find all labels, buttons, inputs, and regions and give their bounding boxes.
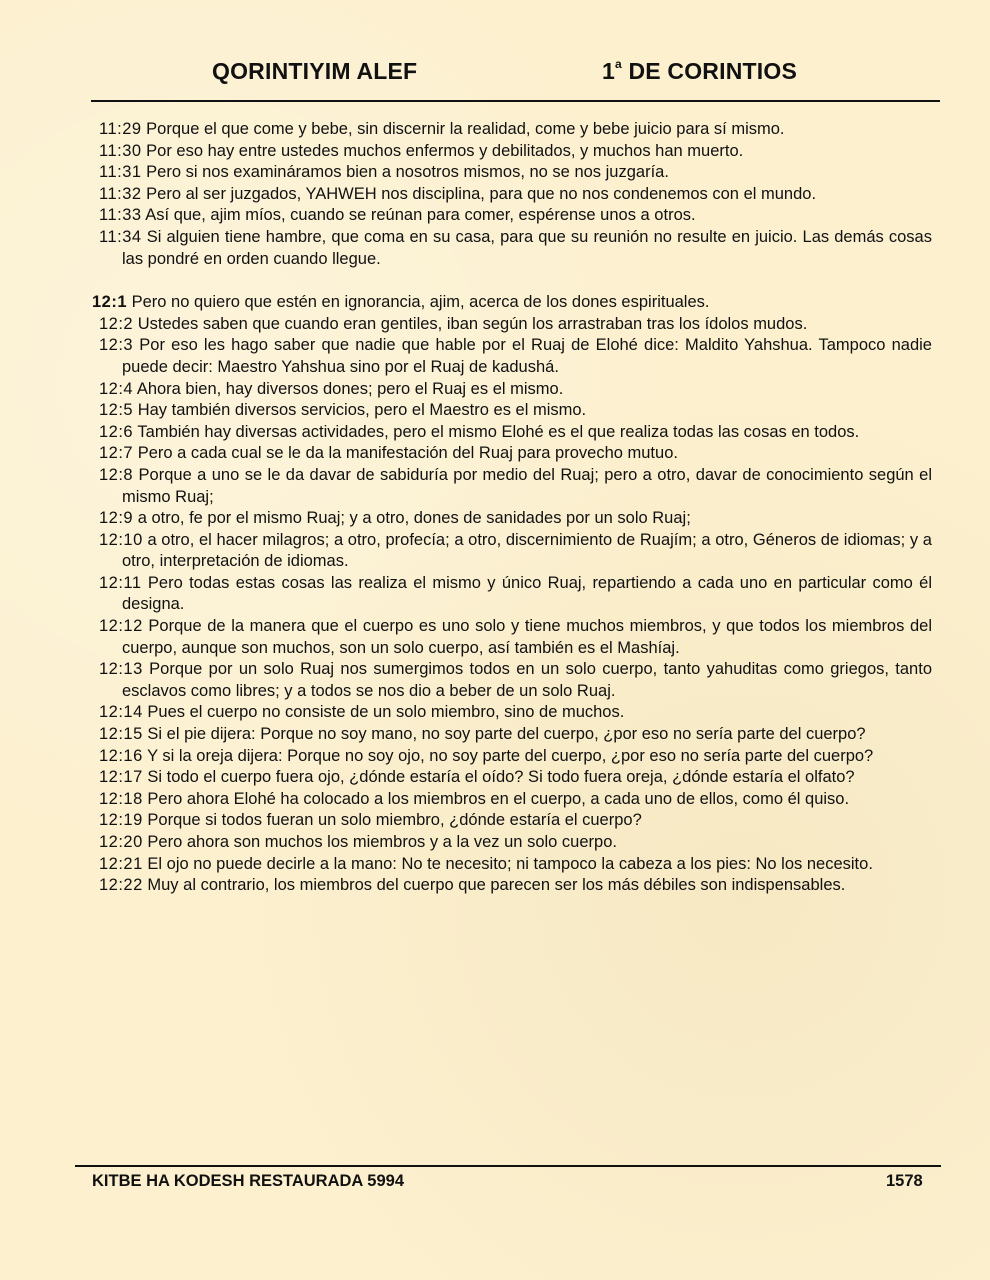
verse-text: Pero ahora Elohé ha colocado a los miembros en el cuerpo, a cada uno de ellos, como él quiso.	[147, 789, 850, 808]
verse	[92, 702, 932, 724]
verse	[92, 659, 932, 702]
verse-ref: 11:34	[99, 227, 142, 246]
verse-text: Ahora bien, hay diversos dones; pero el Ruaj es el mismo.	[136, 379, 564, 398]
verse-text: Por eso les hago saber que nadie que hable por el Ruaj de Elohé dice: Maldito Yahshua. Tampoco nadie puede decir: Maestro Yahshua sino por el Ruaj de kadushá.	[122, 336, 932, 376]
verse-text: Pero no quiero que estén en ignorancia, ajim, acerca de los dones espirituales.	[131, 293, 710, 312]
verse	[92, 227, 932, 270]
verse-text: Porque por un solo Ruaj nos sumergimos todos en un solo cuerpo, tanto yahuditas como griegos, tanto esclavos como libres; y a todos se nos dio a beber de un solo Ruaj.	[122, 660, 932, 700]
verse-text: Por eso hay entre ustedes muchos enfermos y debilitados, y muchos han muerto.	[146, 141, 744, 160]
verse-ref: 12:21	[99, 854, 143, 873]
verse-text: a otro, fe por el mismo Ruaj; y a otro, dones de sanidades por un solo Ruaj;	[137, 509, 691, 528]
verse	[92, 746, 932, 768]
header-book-number: 1	[602, 58, 615, 84]
verse	[92, 465, 932, 508]
verse-ref: 12:10	[99, 530, 143, 549]
verse-ref: 12:2	[99, 314, 134, 333]
header-rule	[91, 100, 940, 102]
verse-ref: 12:17	[99, 768, 143, 787]
verse	[92, 379, 932, 401]
verse-text: Ustedes saben que cuando eran gentiles, iban según los arrastraban tras los ídolos mudos.	[137, 314, 808, 333]
verse-text: Pero al ser juzgados, YAHWEH nos disciplina, para que no nos condenemos con el mundo.	[146, 184, 817, 203]
footer-rule	[75, 1165, 941, 1167]
verse-text: Porque si todos fueran un solo miembro, ¿dónde estaría el cuerpo?	[147, 811, 642, 830]
verse-text: Pero todas estas cosas las realiza el mismo y único Ruaj, repartiendo a cada uno en particular como él designa.	[122, 573, 932, 614]
verse	[92, 767, 932, 789]
chapter-12-verses	[92, 314, 932, 897]
verse-ref: 12:12	[99, 617, 143, 636]
verse	[92, 422, 932, 444]
verse-text: Muy al contrario, los miembros del cuerpo que parecen ser los más débiles son indispensables.	[147, 876, 846, 895]
verse	[92, 508, 932, 530]
page-number: 1578	[886, 1172, 923, 1190]
verse-text: Porque a uno se le da davar de sabiduría por medio del Ruaj; pero a otro, davar de conocimiento según el mismo Ruaj;	[122, 465, 932, 506]
verse-ref: 12:6	[99, 422, 134, 441]
verse-text: Pero si nos examináramos bien a nosotros mismos, no se nos juzgaría.	[146, 163, 669, 182]
verse-text: Si el pie dijera: Porque no soy mano, no soy parte del cuerpo, ¿por eso no sería parte del cuerpo?	[147, 725, 866, 744]
verse-ref: 12:4	[99, 379, 134, 398]
header-book-name: DE CORINTIOS	[621, 58, 797, 84]
verse	[92, 335, 932, 378]
verse	[92, 184, 932, 206]
verse-text: También hay diversas actividades, pero el mismo Elohé es el que realiza todas las cosas en todos.	[137, 422, 860, 441]
verse-text: Pues el cuerpo no consiste de un solo miembro, sino de muchos.	[147, 703, 625, 722]
verse	[92, 832, 932, 854]
verse-text: Pero a cada cual se le da la manifestación del Ruaj para provecho mutuo.	[137, 444, 678, 463]
verse-ref: 11:29	[99, 120, 142, 138]
verse-ref: 12:1	[92, 293, 128, 312]
verse	[92, 573, 932, 616]
verse	[92, 314, 932, 336]
verse	[92, 443, 932, 465]
verse-ref: 12:14	[99, 703, 143, 722]
verse	[92, 854, 932, 876]
verse-text: a otro, el hacer milagros; a otro, profecía; a otro, discernimiento de Ruajím; a otro, Géneros de idiomas; y a otro, interpretación de idiomas.	[122, 530, 932, 571]
footer-book-title: KITBE HA KODESH RESTAURADA 5994	[92, 1172, 405, 1190]
verse-ref: 12:19	[99, 811, 143, 830]
verse-ref: 12:20	[99, 833, 143, 851]
verse-ref: 12:9	[99, 509, 134, 528]
verse-text: Si alguien tiene hambre, que coma en su casa, para que su reunión no resulte en juicio. Las demás cosas las pondré en orden cuando llegue.	[122, 227, 932, 268]
verse-ref: 12:3	[99, 336, 134, 355]
verse-text: Así que, ajim míos, cuando se reúnan para comer, espérense unos a otros.	[145, 206, 696, 225]
verse-ref: 12:5	[99, 401, 134, 420]
verse-ref: 12:7	[99, 444, 134, 463]
verse	[92, 810, 932, 832]
chapter-11-verses	[92, 119, 932, 270]
verse-text: Si todo el cuerpo fuera ojo, ¿dónde estaría el oído? Si todo fuera oreja, ¿dónde estaría el olfato?	[147, 768, 855, 787]
verse-ref: 12:22	[99, 876, 143, 895]
header-hebrew-title: QORINTIYIM ALEF	[212, 58, 418, 84]
verse	[92, 400, 932, 422]
verse-ref: 12:13	[99, 660, 143, 679]
verse	[92, 530, 932, 573]
chapter-12-start	[92, 292, 932, 314]
header-spanish-title	[602, 58, 797, 85]
verse	[92, 205, 932, 227]
verse	[92, 724, 932, 746]
verse-text: Porque de la manera que el cuerpo es uno solo y tiene muchos miembros, y que todos los miembros del cuerpo, aunque son muchos, son un solo cuerpo, así también es el Mashíaj.	[122, 617, 932, 657]
verse	[92, 162, 932, 184]
verse-ref: 12:16	[99, 746, 143, 765]
verse-ref: 12:11	[99, 573, 142, 592]
verse-text: El ojo no puede decirle a la mano: No te necesito; ni tampoco la cabeza a los pies: No los necesito.	[147, 854, 873, 873]
verse-ref: 11:32	[99, 184, 142, 203]
verse	[92, 875, 932, 897]
verse-text: Pero ahora son muchos los miembros y a la vez un solo cuerpo.	[147, 833, 617, 851]
verse	[92, 616, 932, 659]
verse	[92, 119, 932, 141]
verse-ref: 11:30	[99, 141, 142, 160]
verse	[92, 789, 932, 811]
verse-ref: 12:8	[99, 465, 134, 484]
running-header	[0, 58, 990, 90]
verse-text: Y si la oreja dijera: Porque no soy ojo, no soy parte del cuerpo, ¿por eso no sería parte del cuerpo?	[147, 746, 874, 765]
verse-ref: 12:18	[99, 789, 143, 808]
verse	[92, 141, 932, 163]
scripture-text	[92, 119, 932, 897]
verse-text: Hay también diversos servicios, pero el Maestro es el mismo.	[137, 401, 587, 420]
verse-ref: 11:31	[99, 163, 142, 182]
header-ordinal-sup: a	[615, 57, 622, 72]
verse-ref: 12:15	[99, 725, 143, 744]
verse-text: Porque el que come y bebe, sin discernir la realidad, come y bebe juicio para sí mismo.	[146, 120, 785, 138]
verse-ref: 11:33	[99, 206, 142, 225]
